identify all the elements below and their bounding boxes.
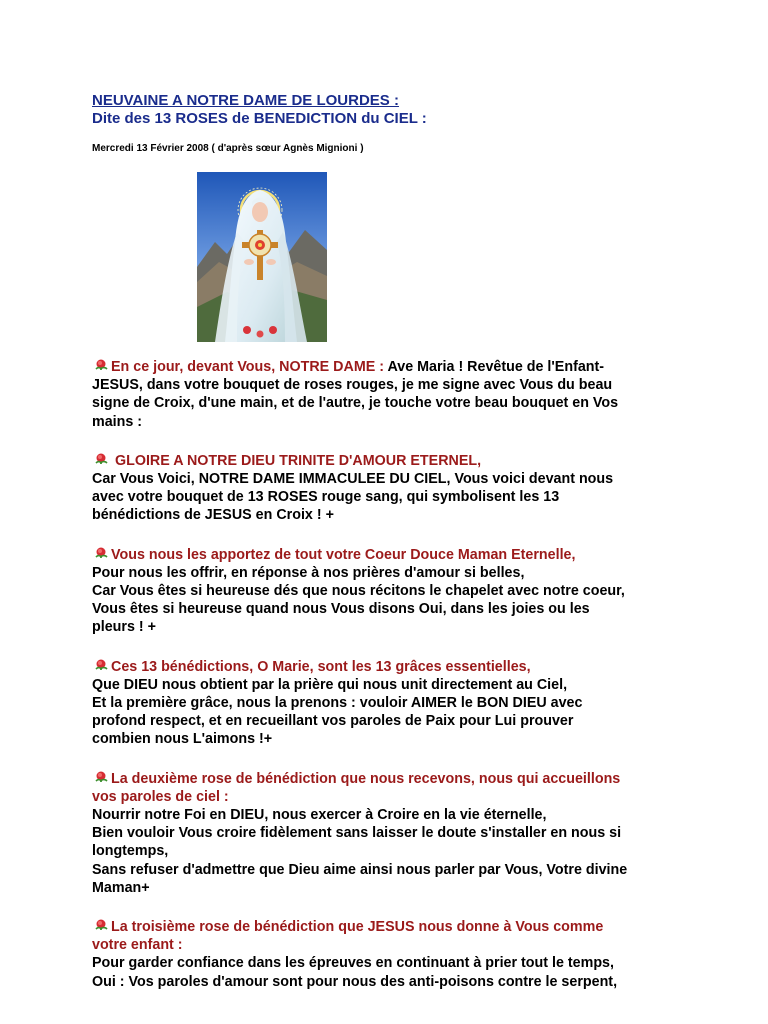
rose-icon [92,918,110,932]
section-line: Sans refuser d'admettre que Dieu aime ainsi nous parler par Vous, Votre divine [92,861,628,878]
section-line: pleurs ! + [92,619,156,636]
section-line: Nourrir notre Foi en DIEU, nous exercer à Croire en la vie éternelle, [92,807,547,824]
section-1 [92,358,692,431]
section-heading: En ce jour, devant Vous, NOTRE DAME : [111,359,385,375]
section-heading: La troisième rose de bénédiction que JESUS nous donne à Vous comme [111,919,604,936]
section-3 [92,546,692,637]
section-line: signe de Croix, d'une main, et de l'autre, je touche votre beau bouquet en Vos [92,395,619,412]
section-line: Pour nous les offrir, en réponse à nos prières d'amour si belles, [92,564,525,581]
section-line: JESUS, dans votre bouquet de roses rouges, je me signe avec Vous du beau [92,377,613,394]
section-line: bénédictions de JESUS en Croix ! + [92,507,334,524]
rose-icon [92,770,110,784]
date-line: Mercredi 13 Février 2008 ( d'après sœur Agnès Mignioni ) [92,143,364,154]
section-line: Que DIEU nous obtient par la prière qui nous unit directement au Ciel, [92,676,568,693]
section-heading: Vous nous les apportez de tout votre Coeur Douce Maman Eternelle, [111,546,576,563]
section-4 [92,658,692,749]
section-line: Et la première grâce, nous la prenons : vouloir AIMER le BON DIEU avec [92,695,583,712]
section-line: combien nous L'aimons !+ [92,731,273,748]
title-block [92,92,692,128]
section-line: Maman+ [92,879,150,896]
section-inline-text: Ave Maria ! Revêtue de l'Enfant- [384,359,605,375]
section-line: Vous êtes si heureuse quand nous Vous disons Oui, dans les joies ou les [92,601,590,618]
section-line: Car Vous Voici, NOTRE DAME IMMACULEE DU CIEL, Vous voici devant nous [92,471,614,488]
section-heading: GLOIRE A NOTRE DIEU TRINITE D'AMOUR ETERNEL, [111,452,482,469]
rose-icon [92,546,110,560]
section-line: Pour garder confiance dans les épreuves en continuant à prier tout le temps, [92,955,614,972]
section-heading-cont: vos paroles de ciel : [92,788,229,805]
section-heading-cont: votre enfant : [92,937,183,954]
rose-icon [92,358,110,372]
section-line: longtemps, [92,843,169,860]
prayer-sections [92,358,692,1012]
section-line: Bien vouloir Vous croire fidèlement sans laisser le doute s'installer en nous si [92,825,622,842]
section-6 [92,918,692,991]
section-heading: Ces 13 bénédictions, O Marie, sont les 13 grâces essentielles, [111,658,531,675]
section-line: Oui : Vos paroles d'amour sont pour nous des anti-poisons contre le serpent, [92,973,618,990]
section-heading: La deuxième rose de bénédiction que nous recevons, nous qui accueillons [111,770,621,787]
rose-icon [92,452,110,466]
rose-icon [92,658,110,672]
page-title: NEUVAINE A NOTRE DAME DE LOURDES : [92,92,399,109]
section-5 [92,770,692,897]
section-line: profond respect, et en recueillant vos paroles de Paix pour Lui prouver [92,713,574,730]
section-line: mains : [92,413,143,430]
section-2 [92,452,692,525]
madonna-image [197,172,327,342]
section-line: Car Vous êtes si heureuse dés que nous récitons le chapelet avec notre coeur, [92,583,625,600]
section-line: avec votre bouquet de 13 ROSES rouge sang, qui symbolisent les 13 [92,489,560,506]
page-subtitle: Dite des 13 ROSES de BENEDICTION du CIEL : [92,110,427,127]
